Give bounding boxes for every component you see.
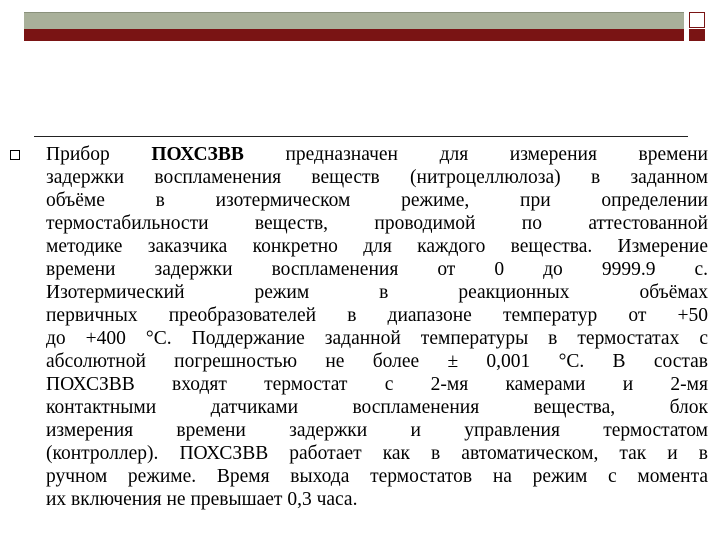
- header-band: [24, 12, 684, 29]
- text-line: времени задержки воспламенения от 0 до 9999.9 с.: [46, 259, 708, 280]
- corner-square: [689, 12, 705, 28]
- text-line: до +400 °С. Поддержание заданной температуры в термостатах с: [46, 328, 708, 349]
- text-line-segment: предназначен для измерения времени: [285, 144, 708, 165]
- slide-body: [46, 143, 708, 511]
- title-divider: [34, 136, 688, 137]
- text-line: их включения не превышает 0,3 часа.: [46, 489, 358, 510]
- text-line: ручном режиме. Время выхода термостатов на режим с момента: [46, 466, 708, 487]
- text-line: задержки воспламенения веществ (нитроцеллюлоза) в заданном: [46, 167, 708, 188]
- text-line: объёме в изотермическом режиме, при определении: [46, 190, 708, 211]
- product-name: ПОХСЗВВ: [151, 144, 244, 165]
- product-prefix: Прибор: [46, 144, 110, 165]
- text-line: контактными датчиками воспламенения вещества, блок: [46, 397, 708, 418]
- text-line: абсолютной погрешностью не более ± 0,001 °С. В состав: [46, 351, 708, 372]
- text-line: [46, 143, 708, 166]
- text-line: термостабильности веществ, проводимой по аттестованной: [46, 213, 708, 234]
- bullet-icon: [10, 150, 20, 160]
- text-line: методике заказчика конкретно для каждого вещества. Измерение: [46, 236, 708, 257]
- text-line: (контроллер). ПОХСЗВВ работает как в автоматическом, так и в: [46, 443, 708, 464]
- header-stripe: [24, 29, 684, 41]
- text-line: первичных преобразователей в диапазоне температур от +50: [46, 305, 708, 326]
- text-line: измерения времени задержки и управления термостатом: [46, 420, 708, 441]
- corner-stripe: [689, 29, 705, 41]
- text-line: ПОХСЗВВ входят термостат с 2-мя камерами и 2-мя: [46, 374, 708, 395]
- text-line: Изотермический режим в реакционных объёмах: [46, 282, 708, 303]
